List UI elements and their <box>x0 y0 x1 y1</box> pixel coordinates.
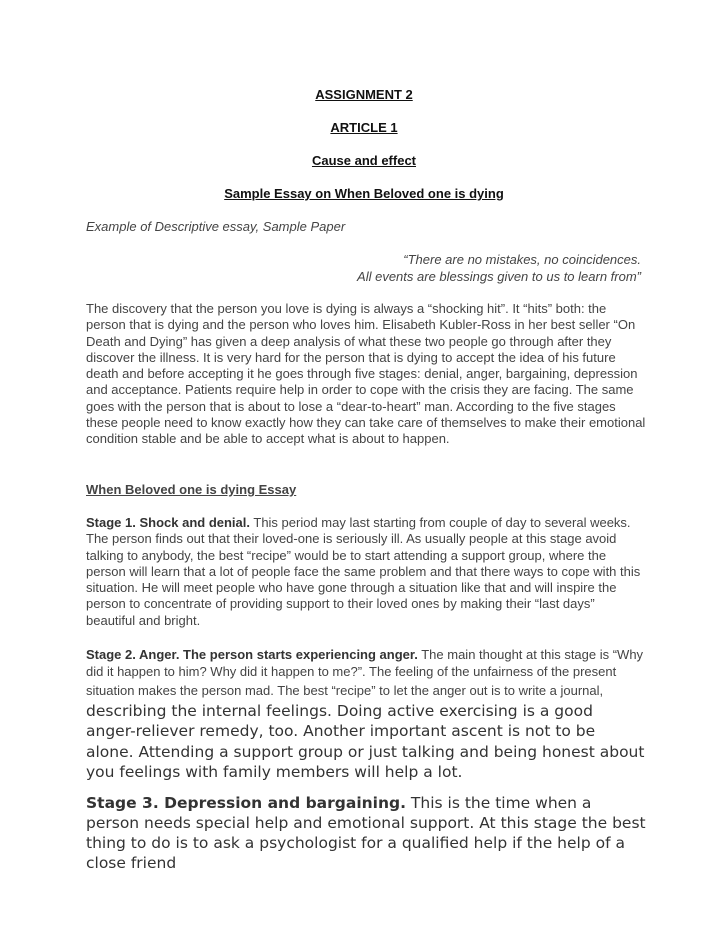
stage-1-paragraph <box>86 515 646 629</box>
essay-subtitle: Example of Descriptive essay, Sample Paper <box>86 219 346 234</box>
article-title: ARTICLE 1 <box>330 120 398 135</box>
section-heading: When Beloved one is dying Essay <box>86 482 297 497</box>
quote-line-2: All events are blessings given to us to learn from” <box>357 269 641 284</box>
stage-3-paragraph <box>86 793 646 873</box>
stage-1-text: This period may last starting from couple of day to several weeks. The person finds out that their loved-one is seriously ill. As usually people at this stage avoid talking to anybody, the best “recipe” would be to start attending a support group, where the person will learn that a lot of people face the same problem and that there ways to cope with this situation. He will meet people who have gone through a situation like that and will inspire the person to concentrate of providing support to their loved ones by making their “last days” beautiful and bright. <box>86 515 641 628</box>
stage-2-text: The main thought at this stage is “Why did it happen to him? Why did it happen to me?”. The feeling of the unfairness of the present situation makes the person mad. The best “recipe” to let the anger out is to write a journal, <box>86 647 644 698</box>
intro-paragraph: The discovery that the person you love is dying is always a “shocking hit”. It “hits” both: the person that is dying and the person who loves him. Elisabeth Kubler-Ross in her best seller “On Death and Dying” has given a deep analysis of what these two people go through after they discover the illness. It is very hard for the person that is dying to accept the idea of his future death and before accepting it he goes through five stages: denial, anger, bargaining, depression and acceptance. Patients require help in order to cope with the crisis they are facing. The same goes with the person that is about to lose a “dear-to-heart” man. According to the five stages these people need to know exactly how they can take care of themselves to make their emotional condition stable and be able to accept what is about to happen. <box>86 301 646 447</box>
stage-1-label: Stage 1. Shock and denial. <box>86 515 250 530</box>
assignment-title: ASSIGNMENT 2 <box>315 87 413 102</box>
essay-title: Sample Essay on When Beloved one is dying <box>224 186 504 201</box>
quote-line-1: “There are no mistakes, no coincidences. <box>403 252 641 267</box>
stage-2-paragraph <box>86 647 646 783</box>
stage-3-label: Stage 3. Depression and bargaining. <box>86 794 406 812</box>
epigraph-quote <box>357 251 641 285</box>
stage-3-text: This is the time when a person needs special help and emotional support. At this stage the best thing to do is to ask a psychologist for a qualified help if the help of a close friend <box>86 794 646 872</box>
stage-2-text-large: describing the internal feelings. Doing active exercising is a good anger-reliever remedy, too. Another important ascent is not to be alone. Attending a support group or just talking and being honest about you feelings with family members will help a lot. <box>86 701 645 781</box>
stage-2-label: Stage 2. Anger. The person starts experiencing anger. <box>86 647 418 662</box>
cause-effect-title: Cause and effect <box>311 153 417 168</box>
